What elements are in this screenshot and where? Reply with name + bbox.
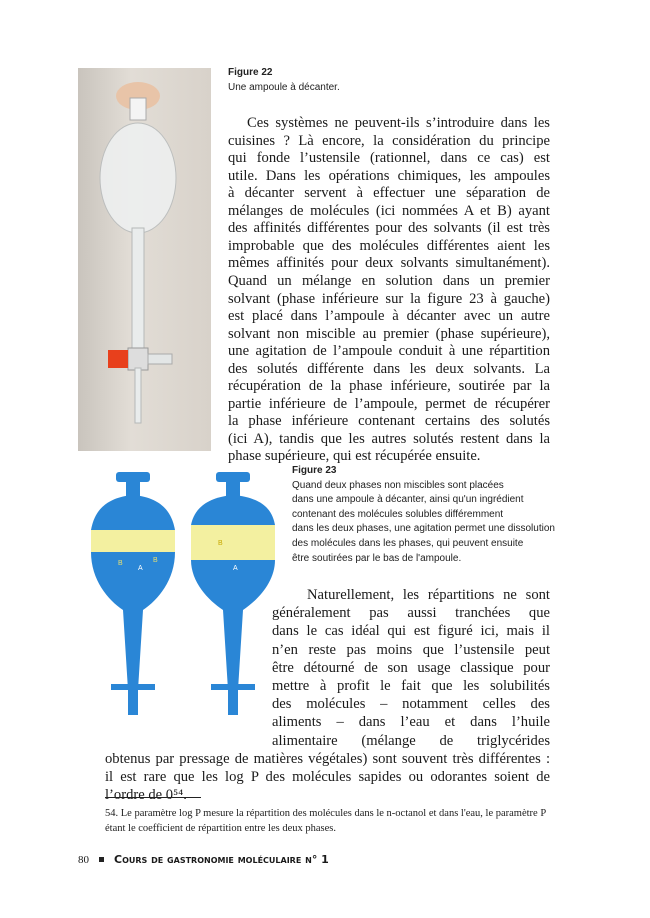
figure-23-caption	[292, 464, 555, 566]
text-line: solvant non miscible au premier (phase supérieure),	[228, 325, 550, 342]
text-line: des affinités différentes pour des solvants (il est très	[228, 220, 550, 237]
caption-line: des molécules dans les phases, qui peuvent ensuite	[292, 537, 524, 549]
caption-line: dans les deux phases, une agitation permet une dissolution	[292, 523, 555, 535]
text-line: la phase inférieure contenant certains des solutés	[228, 413, 550, 430]
text-line: aliments – dans l’eau et dans l’huile	[272, 714, 550, 731]
molecule-b-label: B	[153, 557, 158, 564]
text-line: mélanges de molécules (ici nommées A et B) ayant	[228, 202, 550, 219]
text-line: alimentaire (mélange de triglycérides	[272, 732, 550, 749]
figure-22-title: Figure 22	[228, 67, 273, 78]
figure-23-title: Figure 23	[292, 465, 337, 476]
text-line: des solutés différente dans les deux solvants. La	[228, 360, 550, 377]
figure-23-illustration	[78, 470, 278, 720]
text-line: utile. Dans les opérations chimiques, les ampoules	[228, 167, 550, 184]
bullet-square-icon	[99, 857, 104, 862]
text-line: l’ordre de 0⁵⁴.	[105, 787, 187, 804]
text-line: obtenus par pressage de matières végétales) sont souvent très différentes :	[105, 750, 550, 767]
text-line: (ici A), tandis que les autres solutés restent dans la	[228, 430, 550, 447]
text-line: Ces systèmes ne peuvent-ils s’introduire dans les	[247, 115, 550, 131]
separatory-funnel-photo	[78, 68, 211, 451]
text-line: dans le cas idéal qui est figuré ici, mais il	[272, 623, 550, 640]
caption-line: contenant des molécules solubles différemment	[292, 508, 504, 520]
caption-line: Quand deux phases non miscibles sont placées	[292, 479, 504, 491]
text-line: est placé dans l’ampoule à décanter avec un autre	[228, 308, 550, 325]
page-number: 80	[78, 853, 89, 866]
text-line: qui fonde l’ustensile (rationnel, dans ce cas) est	[228, 150, 550, 167]
text-line: mettre à profit le fait que les solubilités	[272, 678, 550, 694]
text-line: être détourné de son usage classique pour	[272, 659, 550, 676]
text-line: mêmes affinités pour deux solvants simultanément).	[228, 255, 550, 272]
text-line: Naturellement, les répartitions ne sont	[307, 587, 550, 603]
caption-line: être soutirées par le bas de l'ampoule.	[292, 552, 462, 564]
molecule-b-label: B	[218, 540, 223, 547]
text-line: n’en reste pas moins que l’ustensile peut	[272, 641, 550, 658]
footnote-separator	[105, 797, 201, 798]
molecule-b-label: B	[118, 560, 123, 567]
text-line: récupération de la phase inférieure, soutirée par la	[228, 378, 550, 395]
text-line: phase supérieure, qui est récupérée ensuite.	[228, 448, 481, 465]
text-line: solvant (phase inférieure sur la figure 23 à gauche)	[228, 290, 550, 307]
page-footer	[78, 853, 329, 866]
text-line: des molécules – notamment celles des	[272, 696, 550, 713]
caption-line: dans une ampoule à décanter, ainsi qu'un ingrédient	[292, 494, 524, 506]
text-line: improbable que des molécules différentes aient les	[228, 237, 550, 254]
book-title: Cours de gastronomie moléculaire n° 1	[114, 853, 329, 866]
text-line: partie inférieure de l’ampoule, permet de récupérer	[228, 395, 550, 412]
text-line: généralement pas aussi tranchées que	[272, 605, 550, 622]
molecule-a-label: A	[138, 565, 143, 572]
text-line: à décanter servent à effectuer une séparation de	[228, 185, 550, 202]
figure-22-text: Une ampoule à décanter.	[228, 81, 340, 93]
molecule-a-label: A	[233, 565, 238, 572]
text-line: une agitation de l’ampoule conduit à une répartition	[228, 343, 550, 360]
text-line: Quand un mélange en solution dans un premier	[228, 272, 550, 289]
figure-22-caption	[228, 66, 340, 95]
text-line: cuisines ? Là encore, la considération du principe	[228, 132, 550, 149]
footnote: 54. Le paramètre log P mesure la répartition des molécules dans le n-octanol et dans l'eau, le paramètre P étant le coefficient de répartition entre les deux phases.	[105, 808, 546, 834]
text-line: il est rare que les log P des molécules sapides ou odorantes soient de	[105, 769, 550, 785]
